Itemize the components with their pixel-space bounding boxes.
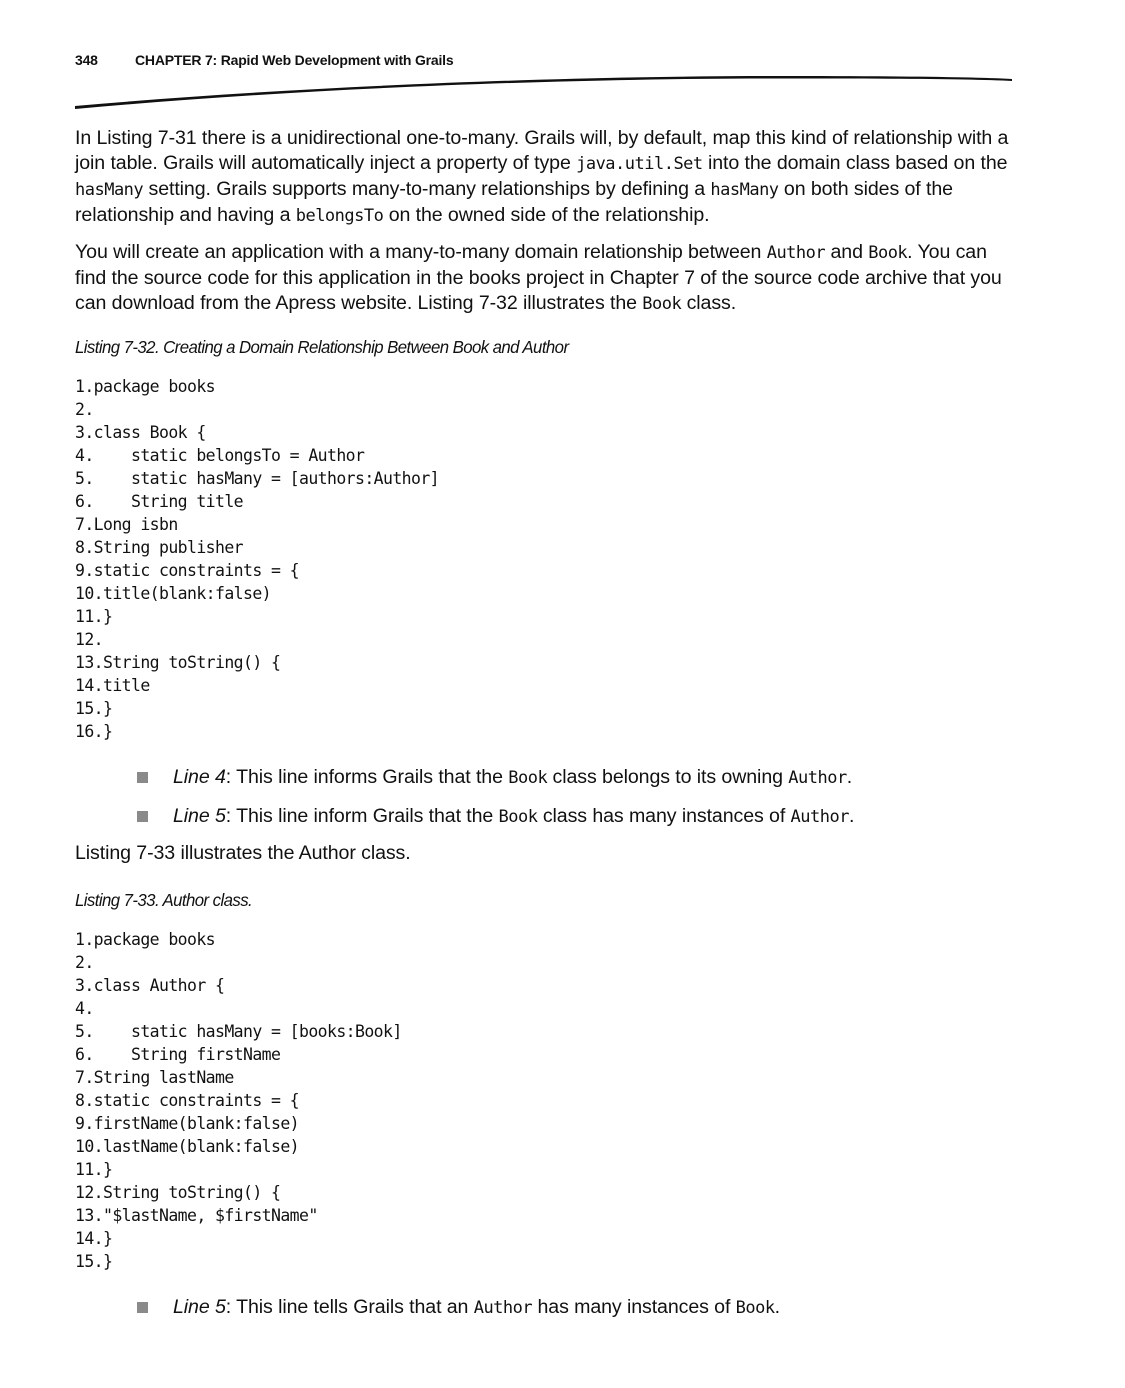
code-line: 16.} [75, 722, 113, 741]
inline-code: Book [498, 807, 538, 827]
code-line: 5. static hasMany = [books:Book] [75, 1022, 402, 1041]
code-listing-author [75, 928, 1020, 1273]
code-line: 8.String publisher [75, 538, 244, 557]
code-line: 7.String lastName [75, 1068, 234, 1087]
code-line: 6. String firstName [75, 1045, 281, 1064]
inline-code: Author [473, 1298, 533, 1318]
inline-code: java.util.Set [576, 154, 703, 174]
code-line: 13."$lastName, $firstName" [75, 1206, 318, 1225]
code-line: 11.} [75, 607, 113, 626]
code-listing-book [75, 375, 1020, 743]
code-line: 10.title(blank:false) [75, 584, 272, 603]
code-line: 7.Long isbn [75, 515, 178, 534]
inline-code: Book [735, 1298, 775, 1318]
page-number: 348 [75, 52, 98, 68]
code-line: 15.} [75, 1252, 113, 1271]
inline-code: Author [788, 768, 847, 788]
code-line: 9.static constraints = { [75, 561, 300, 580]
code-line: 8.static constraints = { [75, 1091, 300, 1110]
paragraph-1: In Listing 7-31 there is a unidirectional one-to-many. Grails will, by default, map this kind of relationship with a join table. Grails will automatically inject a property of type java.util.Set into the domain class based on the hasMany setting. Grails supports many-to-many relationships by defining a hasMany on both sides of the relationship and having a belongsTo on the owned side of the relationship. [75, 127, 1009, 226]
listing-caption: Listing 7-32. Creating a Domain Relationship Between Book and Author [75, 337, 569, 357]
code-line: 14.} [75, 1229, 113, 1248]
inline-code: belongsTo [295, 206, 384, 226]
page-content [75, 126, 1020, 1334]
code-line: 4. static belongsTo = Author [75, 446, 365, 465]
square-bullet-icon [137, 811, 148, 822]
code-line: 14.title [75, 676, 150, 695]
code-line: 11.} [75, 1160, 113, 1179]
paragraph-2: You will create an application with a many-to-many domain relationship between Author and Book. You can find the source code for this application in the books project in Chapter 7 of the source code archive that you can download from the Apress website. Listing 7-32 illustrates the Book class. [75, 241, 1002, 314]
code-line: 6. String title [75, 492, 244, 511]
code-line: 3.class Book { [75, 423, 206, 442]
inline-code: hasMany [710, 180, 779, 200]
code-line: 1.package books [75, 930, 216, 949]
code-line: 2. [75, 953, 94, 972]
list-item: Line 5: This line tells Grails that an Author has many instances of Book. [137, 1295, 1020, 1321]
code-line: 1.package books [75, 377, 216, 396]
paragraph-3: Listing 7-33 illustrates the Author class. [75, 842, 411, 864]
inline-code: Author [790, 807, 849, 827]
inline-code: hasMany [75, 180, 144, 200]
list-item: Line 5: This line inform Grails that the Book class has many instances of Author. [137, 804, 1020, 830]
chapter-title: CHAPTER 7: Rapid Web Development with Grails [135, 52, 454, 68]
square-bullet-icon [137, 1302, 148, 1313]
code-line: 15.} [75, 699, 113, 718]
inline-code: Book [868, 243, 908, 263]
inline-code: Book [508, 768, 548, 788]
code-line: 4. [75, 999, 94, 1018]
code-line: 5. static hasMany = [authors:Author] [75, 469, 440, 488]
code-line: 10.lastName(blank:false) [75, 1137, 300, 1156]
inline-code: Book [642, 294, 682, 314]
code-line: 12. [75, 630, 104, 649]
running-header [75, 52, 453, 68]
code-line: 2. [75, 400, 94, 419]
code-line: 9.firstName(blank:false) [75, 1114, 300, 1133]
listing-caption: Listing 7-33. Author class. [75, 890, 253, 910]
inline-code: Author [766, 243, 826, 263]
square-bullet-icon [137, 772, 148, 783]
code-line: 13.String toString() { [75, 653, 281, 672]
header-rule [75, 72, 1015, 112]
bullet-list-book [75, 765, 1020, 830]
bullet-list-author [75, 1295, 1020, 1321]
list-item: Line 4: This line informs Grails that the Book class belongs to its owning Author. [137, 765, 1020, 791]
code-line: 3.class Author { [75, 976, 225, 995]
code-line: 12.String toString() { [75, 1183, 281, 1202]
